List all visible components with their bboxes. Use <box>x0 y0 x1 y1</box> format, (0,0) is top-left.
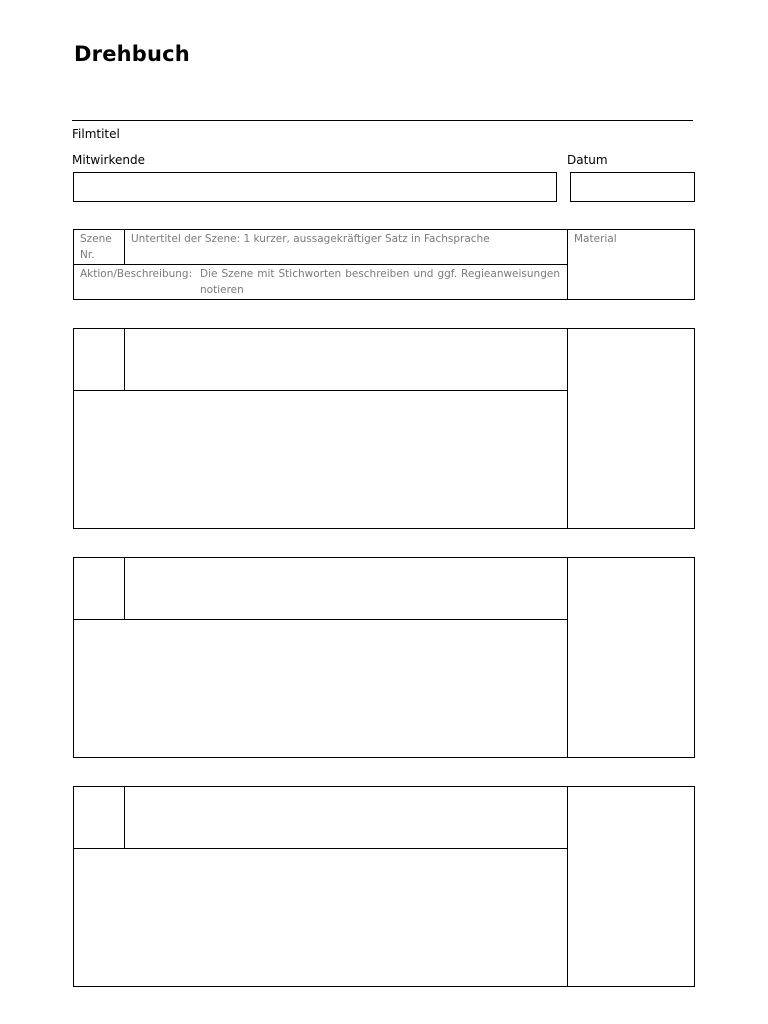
legend-szene-nr <box>74 230 125 265</box>
scene-material-field[interactable] <box>567 329 694 528</box>
legend-untertitel <box>125 230 567 265</box>
scene-subtitle-field[interactable] <box>125 787 567 849</box>
scene-box <box>73 786 695 987</box>
scene-legend <box>73 229 695 300</box>
scene-nr-field[interactable] <box>74 329 125 391</box>
scene-action-field[interactable] <box>74 391 567 528</box>
filmtitel-line[interactable] <box>72 120 693 121</box>
scene-action-field[interactable] <box>74 849 567 986</box>
scene-nr-field[interactable] <box>74 558 125 620</box>
datum-label: Datum <box>567 153 608 167</box>
scene-subtitle-field[interactable] <box>125 558 567 620</box>
scene-box <box>73 328 695 529</box>
scene-material-field[interactable] <box>567 558 694 757</box>
mitwirkende-field[interactable] <box>73 172 557 202</box>
legend-szene-nr-text: Szene Nr. <box>80 233 112 261</box>
filmtitel-label: Filmtitel <box>72 127 120 141</box>
legend-untertitel-text: Untertitel der Szene: 1 kurzer, aussagekräftiger Satz in Fachsprache <box>131 233 490 245</box>
legend-material-text: Material <box>574 233 617 245</box>
scene-action-field[interactable] <box>74 620 567 757</box>
legend-aktion-label: Aktion/Beschreibung: <box>80 268 193 280</box>
legend-aktion-text: Die Szene mit Stichworten beschreiben und ggf. Regieanweisungen notieren <box>200 268 560 296</box>
page-title: Drehbuch <box>74 42 190 66</box>
scene-material-field[interactable] <box>567 787 694 986</box>
legend-aktion <box>74 265 567 299</box>
datum-field[interactable] <box>570 172 695 202</box>
mitwirkende-label: Mitwirkende <box>72 153 145 167</box>
legend-material <box>567 230 694 299</box>
scene-box <box>73 557 695 758</box>
scene-subtitle-field[interactable] <box>125 329 567 391</box>
scene-nr-field[interactable] <box>74 787 125 849</box>
